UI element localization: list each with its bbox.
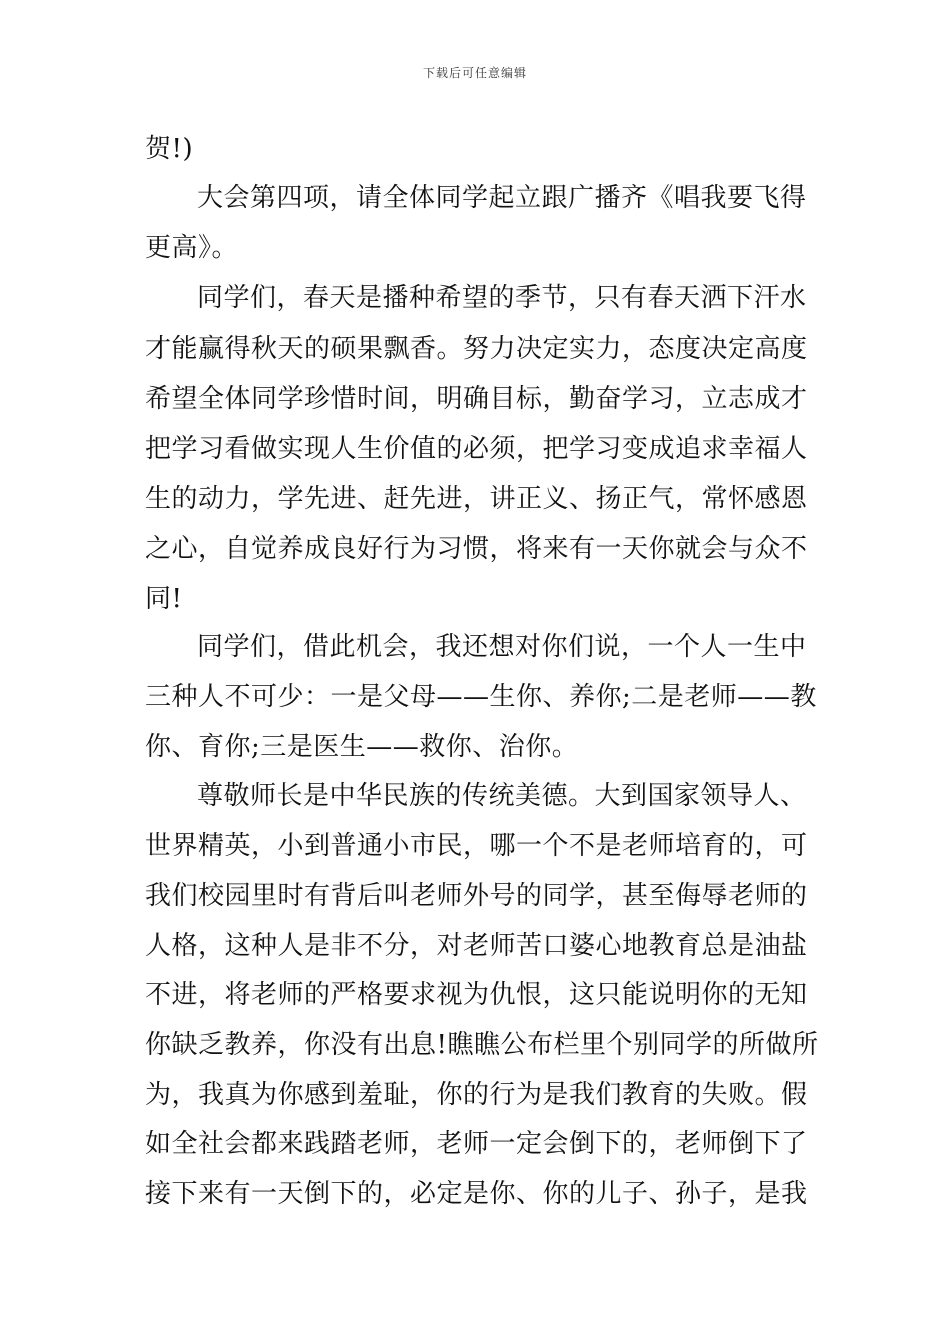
text-line: 为，我真为你感到羞耻，你的行为是我们教育的失败。假 (145, 1080, 808, 1110)
text-line: 人格，这种人是非不分，对老师苦口婆心地教育总是油盐 (145, 931, 808, 961)
text-line: 贺!) (145, 134, 194, 164)
text-line: 同学们，春天是播种希望的季节，只有春天洒下汗水 (197, 283, 807, 313)
text-line: 接下来有一天倒下的，必定是你、你的儿子、孙子，是我 (145, 1179, 808, 1209)
text-line: 才能赢得秋天的硕果飘香。努力决定实力，态度决定高度 (145, 334, 808, 364)
text-line: 三种人不可少：一是父母——生你、养你;二是老师——教 (145, 682, 817, 712)
text-line: 同! (145, 584, 183, 614)
text-line: 大会第四项，请全体同学起立跟广播齐《唱我要飞得 (197, 183, 807, 213)
text-line: 更高》。 (145, 233, 239, 263)
text-line: 你、育你;三是医生——救你、治你。 (145, 732, 579, 762)
text-line: 之心，自觉养成良好行为习惯，将来有一天你就会与众不 (145, 534, 808, 564)
text-line: 我们校园里时有背后叫老师外号的同学，甚至侮辱老师的 (145, 881, 808, 911)
text-line: 尊敬师长是中华民族的传统美德。大到国家领导人、 (197, 781, 807, 811)
text-line: 同学们，借此机会，我还想对你们说，一个人一生中 (197, 632, 807, 662)
page-header: 下载后可任意编辑 (422, 66, 527, 80)
text-line: 希望全体同学珍惜时间，明确目标，勤奋学习，立志成才 (145, 384, 808, 414)
text-line: 生的动力，学先进、赶先进，讲正义、扬正气，常怀感恩 (145, 484, 808, 514)
text-line: 不进，将老师的严格要求视为仇恨，这只能说明你的无知 (145, 980, 808, 1010)
text-line: 如全社会都来践踏老师，老师一定会倒下的，老师倒下了 (145, 1129, 808, 1159)
text-line: 把学习看做实现人生价值的必须，把学习变成追求幸福人 (145, 434, 808, 464)
text-line: 你缺乏教养，你没有出息!瞧瞧公布栏里个别同学的所做所 (145, 1030, 819, 1060)
text-line: 世界精英，小到普通小市民，哪一个不是老师培育的，可 (145, 831, 808, 861)
